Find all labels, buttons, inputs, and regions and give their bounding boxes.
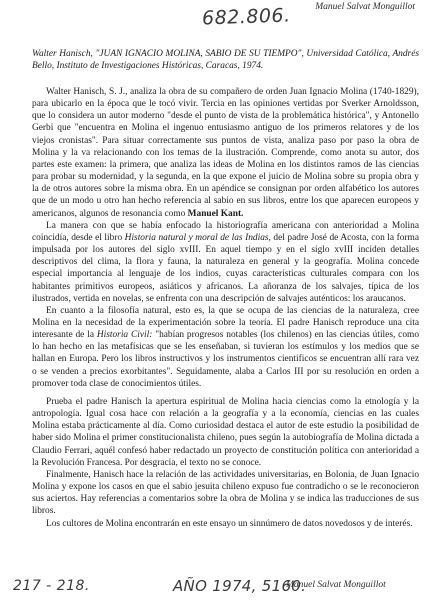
paragraph-5: Finalmente, Hanisch hace la relación de las actividades universitarias, en Bolonia, de Juan Ignacio Molina y expone los casos en que el sabio jesuita chileno expuso fue contradicho o se le reconocieron sus aciertos. Hay referencias a comentarios sobre la obra de Molina y se indica las traducciones de sus libros.: [32, 469, 419, 517]
review-block-1: [32, 86, 419, 390]
paragraph-4: Prueba el padre Hanisch la apertura espiritual de Molina hacia ciencias como la etnología y la antropología. Igual cosa hace con relación a la geografía y a la economía, ciencias en las cuales Molina estaba prácticamente al día. Como curiosidad destaca el autor de este estudio la posibilidad de haber sido Molina el primer constitucionalista chileno, pues según la autobiografía de Molina dictada a Claudio Ferrari, aquél confesó haber redactado un proyecto de constitución política con anterioridad a la Revolución Francesa. Por desgracia, el texto no se conoce.: [32, 397, 419, 468]
book-reference: Walter Hanisch, "JUAN IGNACIO MOLINA, SABIO DE SU TIEMPO", Universidad Católica, Andrés Bello, Instituto de Investigaciones Históricas, Caracas, 1974.: [32, 49, 419, 71]
header-author: Manuel Salvat Monguillot: [315, 2, 415, 12]
highlight-kant: Manuel Kant.: [187, 208, 244, 219]
paragraph-6: Los cultores de Molina encontrarán en este ensayo un sinnúmero de datos novedosos y de interés.: [46, 518, 413, 529]
book-title-acosta: Historia natural y moral de las Indias,: [124, 232, 271, 243]
handwritten-year: AÑO 1974, 5160.: [173, 577, 307, 595]
paragraph-1: Walter Hanisch, S. J., analiza la obra de su compañero de orden Juan Ignacio Molina (1740-1829), para ubicarlo en la época que le tocó vivir. Tercia en las opiniones vertidas por Sverker Arnoldsson, que lo considera un autor moderno "desde el punto de vista de la problemática histórica", y Antonello Gerbi que "encuentra en Molina el ingenuo entusiasmo antiguo de los primeros relatores y de los viejos cronistas". Para situar correctamente sus puntos de vista, analiza paso por paso la obra de Molina y la va relacionando con los temas de la ilustración. Comprende, como anota su autor, dos partes este examen: la primera, que analiza las ideas de Molina en los distintos ramos de las ciencias para probar su modernidad, y la segunda, en la que expone el juicio de Molina sobre su propia obra y la de otros autores sobre la misma obra. En un apéndice se consignan por orden alfabético los autores que de un modo u otro han hecho referencia al sabio en sus libros, entre los que aparecen europeos y americanos, algunos de resonancia como Manuel Kant.: [32, 87, 419, 219]
book-title-historia-civil: Historia Civil:: [96, 330, 153, 341]
review-block-2: [32, 396, 419, 530]
paragraph-2: La manera con que se había enfocado la historiografía americana con anterioridad a Molina coincidía, desde el libro Historia natural y moral de las Indias, del padre José de Acosta, con la forma impulsada por los autores del siglo xvIII. En aquel tiempo y en el siglo xvIII inciden detalles descriptivos del clima, la flora y fauna, la naturaleza en general y la geografía. Molina concede especial importancia al lenguaje de los indios, cuyas características culturales compara con los habitantes primitivos europeos, asiáticos y africanos. La añoranza de los salvajes, típica de los ilustrados, vertida en novelas, se enfrenta con una descripción de salvajes auténticos: los araucanos.: [32, 220, 419, 304]
paragraph-3: En cuanto a la filosofía natural, esto es, la que se ocupa de las ciencias de la naturaleza, cree Molina en la necesidad de la experimentación sobre la teoría. El padre Hanisch reproduce una cita interesante de la Historia Civil: "habían progresos notables (los chilenos) en las ciencias útiles, como lo han hecho en las metafísicas que se les enseñaban, si tuvieran los estímulos y los medios que se hallan en Europa. Pero los libros instructivos y los instrumentos científicos se encuentran allí rara vez o se venden a precios exorbitantes". Seguidamente, alaba a Carlos III por su resolución en orden a promover toda clase de conocimientos útiles.: [32, 305, 420, 389]
handwritten-pages: 217 - 218.: [13, 578, 90, 594]
handwritten-catalog-number: 682.806.: [201, 4, 291, 30]
signature-author: Manuel Salvat Monguillot: [286, 580, 386, 590]
